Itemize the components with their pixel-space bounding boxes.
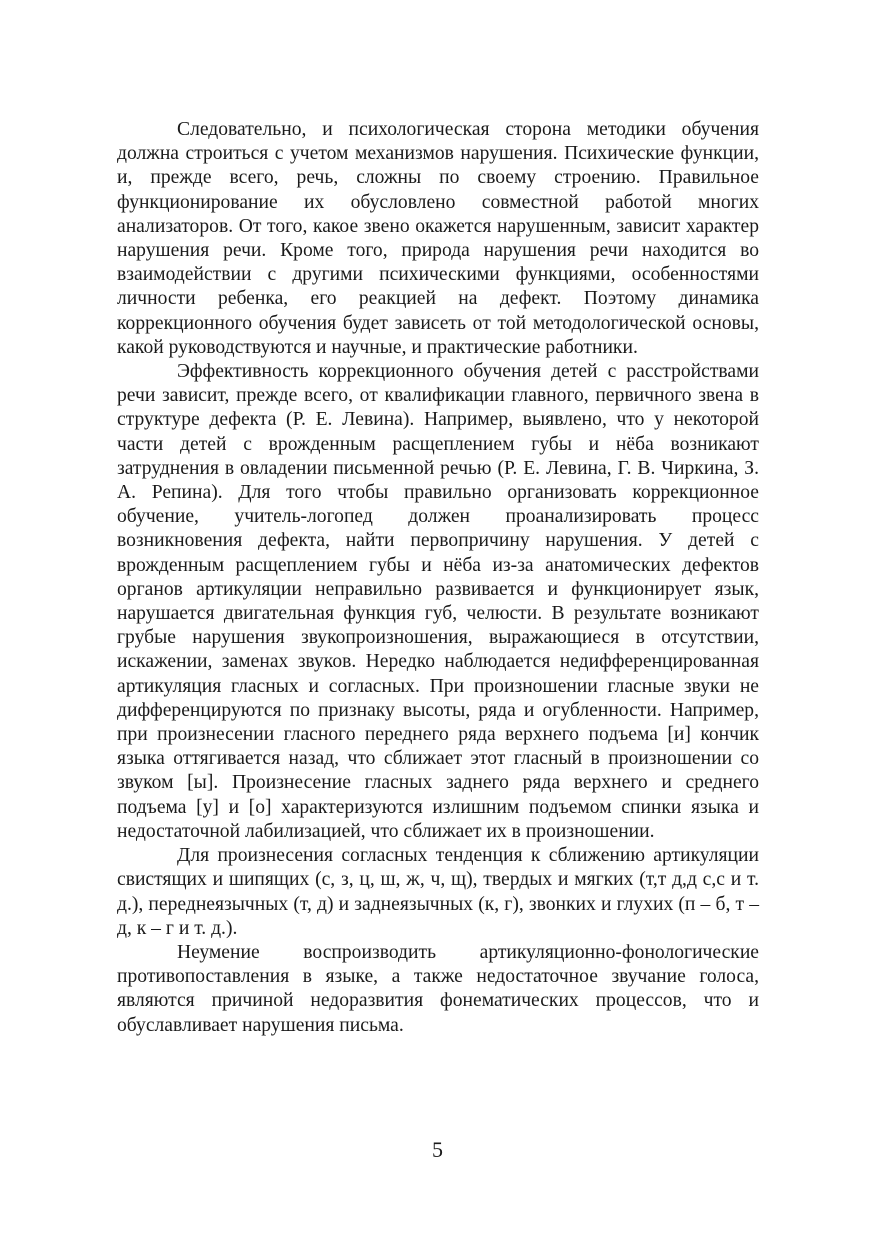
- page-number: 5: [432, 1137, 443, 1162]
- paragraph-4: Неумение воспроизводить артикуляционно-фонологические противопоставления в языке, а также недостаточное звучание голоса, являются причиной недоразвития фонематических процессов, что и обуславливает нарушения письма.: [117, 941, 759, 1036]
- paragraph-2: Эффективность коррекционного обучения детей с расстройствами речи зависит, прежде всего, от квалификации главного, первичного звена в структуре дефекта (Р. Е. Левина). Например, выявлено, что у некоторой части детей с врожденным расщеплением губы и нёба возникают затруднения в овладении письменной речью (Р. Е. Левина, Г. В. Чиркина, З. А. Репина). Для того чтобы правильно организовать коррекционное обучение, учитель-логопед должен проанализировать процесс возникновения дефекта, найти первопричину нарушения. У детей с врожденным расщеплением губы и нёба из-за анатомических дефектов органов артикуляции неправильно развивается и функционирует язык, нарушается двигательная функция губ, челюсти. В результате возникают грубые нарушения звукопроизношения, выражающиеся в отсутствии, искажении, заменах звуков. Нередко наблюдается недифференцированная артикуляция гласных и согласных. При произношении гласные звуки не дифференцируются по признаку высоты, ряда и огубленности. Например, при произнесении гласного переднего ряда верхнего подъема [и] кончик языка оттягивается назад, что сближает этот гласный в произношении со звуком [ы]. Произнесение гласных заднего ряда верхнего и среднего подъема [у] и [о] характеризуются излишним подъемом спинки языка и недостаточной лабилизацией, что сближает их в произношении.: [117, 361, 759, 842]
- paragraph-1: Следовательно, и психологическая сторона методики обучения должна строиться с учетом механизмов нарушения. Психические функции, и, прежде всего, речь, сложны по своему строению. Правильное функционирование их обусловлено совместной работой многих анализаторов. От того, какое звено окажется нарушенным, зависит характер нарушения речи. Кроме того, природа нарушения речи находится во взаимодействии с другими психическими функциями, особенностями личности ребенка, его реакцией на дефект. Поэтому динамика коррекционного обучения будет зависеть от той методологической основы, какой руководствуются и научные, и практические работники.: [117, 119, 759, 358]
- body-text: [117, 118, 759, 1038]
- paragraph-3: Для произнесения согласных тенденция к сближению артикуляции свистящих и шипящих (с, з, ц, ш, ж, ч, щ), твердых и мягких (т,т д,д с,с и т. д.), переднеязычных (т, д) и заднеязычных (к, г), звонких и глухих (п – б, т – д, к – г и т. д.).: [117, 845, 759, 939]
